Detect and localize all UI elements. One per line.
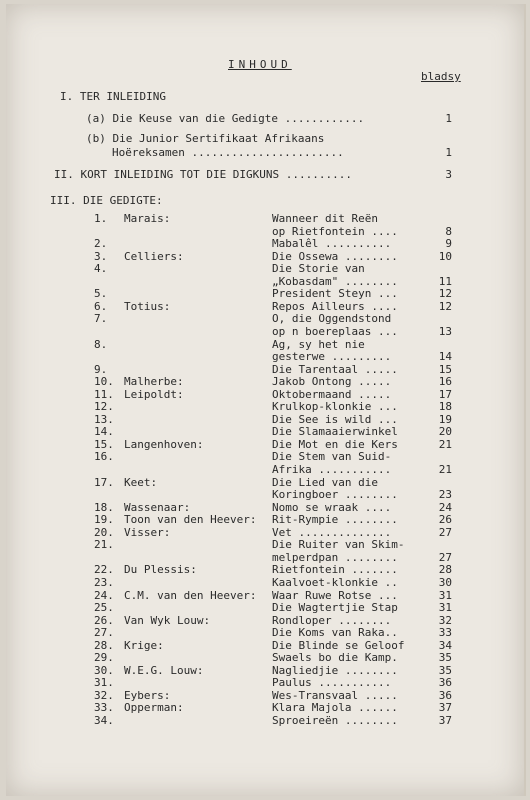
poem-number: 11. [94, 387, 114, 401]
poem-title: „Kobasdam" ........ [272, 274, 398, 288]
poem-page: 30 [438, 575, 452, 589]
poem-page: 17 [438, 387, 452, 401]
poem-page: 26 [438, 513, 452, 527]
poem-number: 25. [94, 601, 114, 615]
poet-name: Du Plessis: [124, 563, 197, 577]
section-entry-continuation: Hoëreksamen ....................... [112, 146, 344, 159]
poem-title: Kaalvoet-klonkie .. [272, 575, 398, 589]
poem-page: 9 [445, 237, 452, 251]
poem-title: Waar Ruwe Rotse ... [272, 588, 398, 602]
poem-title: op n boereplaas ... [272, 324, 398, 338]
poet-name: Langenhoven: [124, 437, 204, 451]
poem-page: 15 [438, 362, 452, 376]
poem-number: 26. [94, 613, 114, 627]
poem-number: 12. [94, 400, 114, 414]
poem-page: 12 [438, 287, 452, 301]
page-title: INHOUD [228, 58, 292, 71]
poem-number: 19. [94, 513, 114, 527]
poem-page: 32 [438, 613, 452, 627]
poem-number: 23. [94, 575, 114, 589]
poem-page: 21 [438, 463, 452, 476]
poem-page: 28 [438, 563, 452, 577]
poem-number: 34. [94, 714, 114, 727]
poem-number: 4. [94, 262, 108, 276]
poet-name: Van Wyk Louw: [124, 613, 211, 627]
poem-title: Die Slamaaierwinkel [272, 425, 398, 439]
poem-number: 8. [94, 337, 108, 351]
poem-page: 36 [438, 676, 452, 690]
poem-number: 16. [94, 450, 114, 464]
poem-page: 27 [438, 550, 452, 564]
poem-page: 24 [438, 500, 452, 514]
section-heading: II. KORT INLEIDING TOT DIE DIGKUNS .......... [54, 168, 353, 181]
poem-page: 13 [438, 324, 452, 338]
poem-number: 3. [94, 249, 108, 263]
poem-page: 18 [438, 400, 452, 414]
poet-name: W.E.G. Louw: [124, 663, 204, 677]
poet-name: Celliers: [124, 249, 184, 263]
poem-title: Nagliedjie ........ [272, 663, 398, 677]
section-entry-page: 1 [445, 112, 452, 125]
poem-title: Die See is wild ... [272, 412, 398, 426]
poem-title: Afrika ........... [272, 463, 392, 476]
poet-name: Malherbe: [124, 375, 184, 389]
poem-number: 5. [94, 287, 108, 301]
poem-page: 31 [438, 601, 452, 615]
poem-number: 13. [94, 412, 114, 426]
poet-name: Leipoldt: [124, 387, 184, 401]
poem-title: O, die Oggendstond [272, 312, 392, 326]
poet-name: Eybers: [124, 688, 171, 702]
poem-row [6, 714, 524, 728]
poem-title: gesterwe ......... [272, 350, 392, 364]
poem-number: 6. [94, 299, 108, 313]
poem-title: Die Koms van Raka.. [272, 626, 398, 640]
poem-number: 24. [94, 588, 114, 602]
poem-number: 9. [94, 362, 108, 376]
poem-title: Koringboer ........ [272, 488, 398, 502]
poem-page: 36 [438, 688, 452, 702]
poem-title: Die Ossewa ........ [272, 249, 398, 263]
poem-title: Die Storie van [272, 262, 365, 276]
poem-title: Ag, sy het nie [272, 337, 365, 351]
poet-name: Keet: [124, 475, 158, 489]
poem-title: Vet .............. [272, 525, 392, 539]
poem-page: 34 [438, 638, 452, 652]
poem-page: 19 [438, 412, 452, 426]
poet-name: C.M. van den Heever: [124, 588, 257, 602]
poem-page: 37 [438, 714, 452, 727]
poem-number: 15. [94, 437, 114, 451]
poem-title: melperdpan ........ [272, 550, 398, 564]
poem-number: 14. [94, 425, 114, 439]
poem-title: President Steyn ... [272, 287, 398, 301]
poem-number: 18. [94, 500, 114, 514]
poem-number: 7. [94, 312, 108, 326]
poem-title: Mabalêl .......... [272, 237, 392, 251]
poem-title: Jakob Ontong ..... [272, 375, 392, 389]
poem-page: 35 [438, 651, 452, 665]
poem-title: Sproeireën ........ [272, 714, 398, 727]
poem-title: Die Stem van Suid- [272, 450, 392, 464]
poem-title: Die Lied van die [272, 475, 378, 489]
poem-page: 33 [438, 626, 452, 640]
poem-title: Krulkop-klonkie ... [272, 400, 398, 414]
poem-number: 31. [94, 676, 114, 690]
poem-title: Oktobermaand ..... [272, 387, 392, 401]
poem-page: 21 [438, 437, 452, 451]
poem-page: 35 [438, 663, 452, 677]
poem-title: Nomo se wraak .... [272, 500, 392, 514]
poem-page: 12 [438, 299, 452, 313]
poem-number: 27. [94, 626, 114, 640]
poet-name: Marais: [124, 212, 171, 225]
poet-name: Totius: [124, 299, 171, 313]
poem-number: 17. [94, 475, 114, 489]
poem-number: 33. [94, 701, 114, 715]
poem-number: 28. [94, 638, 114, 652]
poet-name: Toon van den Heever: [124, 513, 257, 527]
poem-title: Die Wagtertjie Stap [272, 601, 398, 615]
poem-title: Die Ruiter van Skim- [272, 538, 405, 552]
poem-title: Klara Majola ...... [272, 701, 398, 715]
poem-number: 2. [94, 237, 108, 251]
poem-page: 31 [438, 588, 452, 602]
poem-title: op Rietfontein .... [272, 224, 398, 238]
poem-title: Swaels bo die Kamp. [272, 651, 398, 665]
poem-title: Wanneer dit Reën [272, 212, 378, 225]
poem-title: Die Blinde se Geloof [272, 638, 405, 652]
poem-page: 8 [445, 224, 452, 238]
poem-title: Rondloper ........ [272, 613, 392, 627]
poet-name: Visser: [124, 525, 171, 539]
poem-number: 32. [94, 688, 114, 702]
poem-title: Die Tarentaal ..... [272, 362, 398, 376]
page-column-label: bladsy [421, 70, 461, 83]
poem-page: 23 [438, 488, 452, 502]
section-heading: I. TER INLEIDING [60, 90, 166, 103]
poem-page: 10 [438, 249, 452, 263]
poet-name: Wassenaar: [124, 500, 191, 514]
section-heading: III. DIE GEDIGTE: [50, 194, 163, 207]
poem-page: 11 [438, 274, 452, 288]
poem-title: Repos Ailleurs .... [272, 299, 398, 313]
poem-number: 22. [94, 563, 114, 577]
poem-number: 30. [94, 663, 114, 677]
poem-page: 14 [438, 350, 452, 364]
section-entry-page: 1 [445, 146, 452, 159]
poem-title: Die Mot en die Kers [272, 437, 398, 451]
poem-title: Rietfontein ....... [272, 563, 398, 577]
poem-page: 37 [438, 701, 452, 715]
section-entry: (a) Die Keuse van die Gedigte ............ [86, 112, 365, 125]
poem-title: Rit-Rympie ........ [272, 513, 398, 527]
poem-page: 20 [438, 425, 452, 439]
poem-title: Paulus ........... [272, 676, 392, 690]
poem-number: 10. [94, 375, 114, 389]
poem-page: 16 [438, 375, 452, 389]
poem-number: 1. [94, 212, 108, 225]
poem-title: Wes-Transvaal ..... [272, 688, 398, 702]
poem-page: 27 [438, 525, 452, 539]
poem-number: 21. [94, 538, 114, 552]
document-page [6, 4, 526, 796]
poem-number: 20. [94, 525, 114, 539]
poet-name: Krige: [124, 638, 164, 652]
section-entry: (b) Die Junior Sertifikaat Afrikaans [86, 132, 325, 145]
poem-number: 29. [94, 651, 114, 665]
poet-name: Opperman: [124, 701, 184, 715]
section-entry-page: 3 [445, 168, 452, 181]
